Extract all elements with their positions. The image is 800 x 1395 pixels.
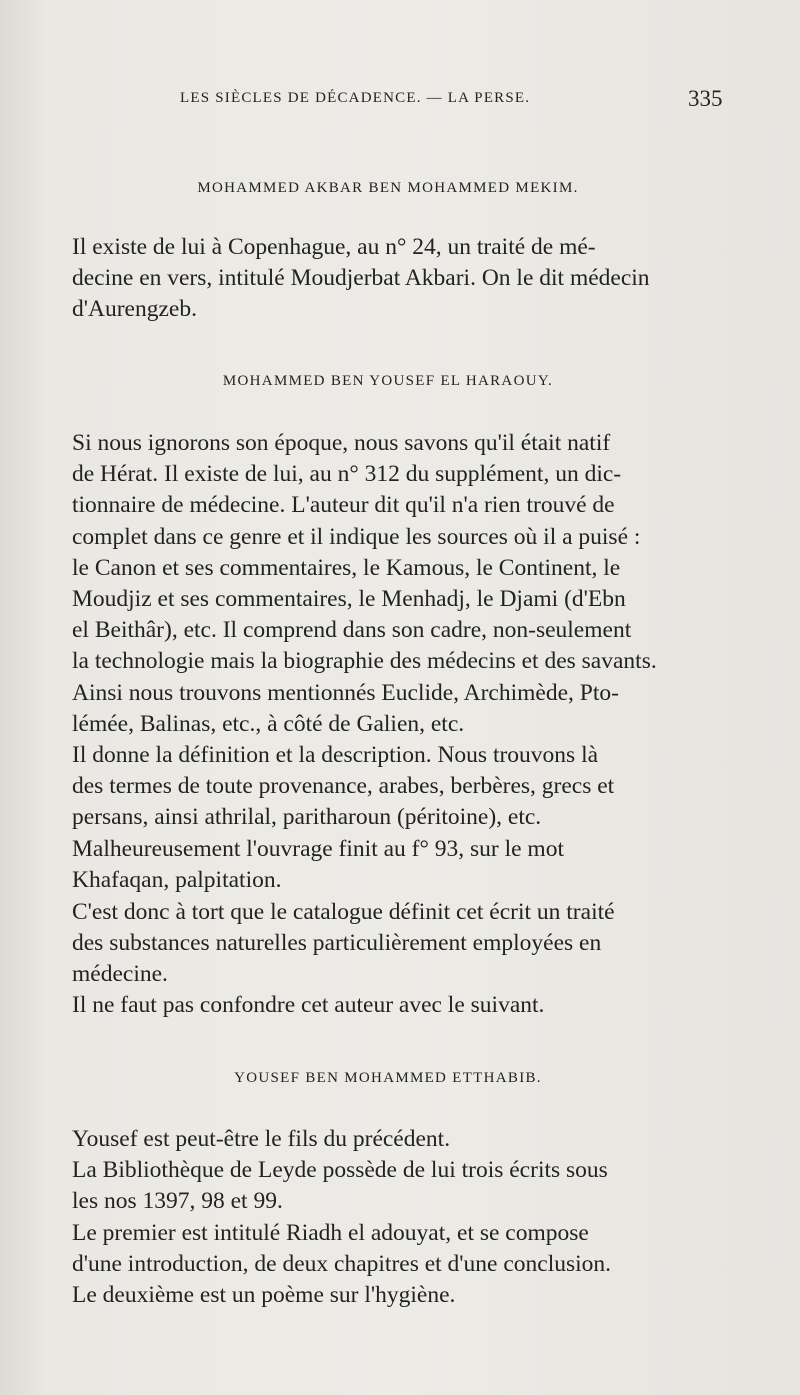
text-line: médecine. (72, 961, 168, 988)
text-line: Il ne faut pas confondre cet auteur avec le suivant. (72, 992, 545, 1018)
paragraph (48, 428, 728, 740)
text-line: de Hérat. Il existe de lui, au n° 312 du supplément, un dic- (72, 461, 622, 488)
paragraph (48, 834, 728, 896)
text-line: Malheureusement l'ouvrage finit au f° 93, sur le mot (72, 836, 564, 862)
paragraph (48, 897, 728, 991)
section-title-mohammed-ben-yousef: MOHAMMED BEN YOUSEF EL HARAOUY. (222, 373, 554, 389)
text-line: La Bibliothèque de Leyde possède de lui trois écrits sous (72, 1157, 608, 1183)
section-title-yousef-ben-mohammed: YOUSEF BEN MOHAMMED ETTHABIB. (234, 1070, 542, 1086)
text-line: la technologie mais la biographie des médecins et des savants. (72, 648, 657, 675)
paragraph (48, 1280, 728, 1311)
text-line: Yousef est peut-être le fils du précédent. (72, 1126, 451, 1152)
page-number: 335 (688, 86, 723, 111)
text-line: tionnaire de médecine. L'auteur dit qu'il n'a rien trouvé de (72, 492, 615, 519)
text-line: Khafaqan, palpitation. (72, 867, 282, 894)
text-line: decine en vers, intitulé Moudjerbat Akbari. On le dit médecin (72, 265, 650, 292)
paragraph (48, 740, 728, 834)
section-title-mohammed-akbar: MOHAMMED AKBAR BEN MOHAMMED MEKIM. (197, 180, 579, 196)
text-line: d'une introduction, de deux chapitres et d'une conclusion. (72, 1251, 612, 1278)
text-line: Il existe de lui à Copenhague, au n° 24, un traité de mé- (72, 234, 596, 260)
paragraph (48, 1155, 728, 1217)
running-head: LES SIÈCLES DE DÉCADENCE. — LA PERSE. (180, 90, 531, 106)
text-line: Ainsi nous trouvons mentionnés Euclide, Archimède, Pto- (72, 679, 619, 706)
text-line: d'Aurengzeb. (72, 296, 197, 323)
text-line: C'est donc à tort que le catalogue définit cet écrit un traité (72, 899, 615, 925)
text-line: el Beithâr), etc. Il comprend dans son cadre, non-seulement (72, 617, 632, 644)
text-line: persans, ainsi athrilal, paritharoun (péritoine), etc. (72, 804, 542, 831)
paragraph (48, 1124, 728, 1155)
text-line: Le premier est intitulé Riadh el adouyat, et se compose (72, 1220, 589, 1246)
text-line: des substances naturelles particulièrement employées en (72, 930, 602, 957)
text-line: Il donne la définition et la description. Nous trouvons là (72, 742, 599, 768)
text-line: des termes de toute provenance, arabes, berbères, grecs et (72, 773, 615, 800)
page-header (0, 86, 800, 116)
text-line: lémée, Balinas, etc., à côté de Galien, etc. (72, 710, 465, 737)
paragraph (48, 1218, 728, 1280)
text-line: les nos 1397, 98 et 99. (72, 1188, 283, 1215)
text-line: complet dans ce genre et il indique les sources où il a puisé : (72, 523, 641, 550)
text-line: le Canon et ses commentaires, le Kamous, le Continent, le (72, 554, 621, 581)
text-line: Moudjiz et ses commentaires, le Menhadj, le Djami (d'Ebn (72, 586, 626, 613)
paragraph (48, 232, 728, 326)
paragraph (48, 990, 728, 1021)
text-line: Le deuxième est un poème sur l'hygiène. (72, 1282, 456, 1308)
text-line: Si nous ignorons son époque, nous savons qu'il était natif (72, 430, 611, 456)
